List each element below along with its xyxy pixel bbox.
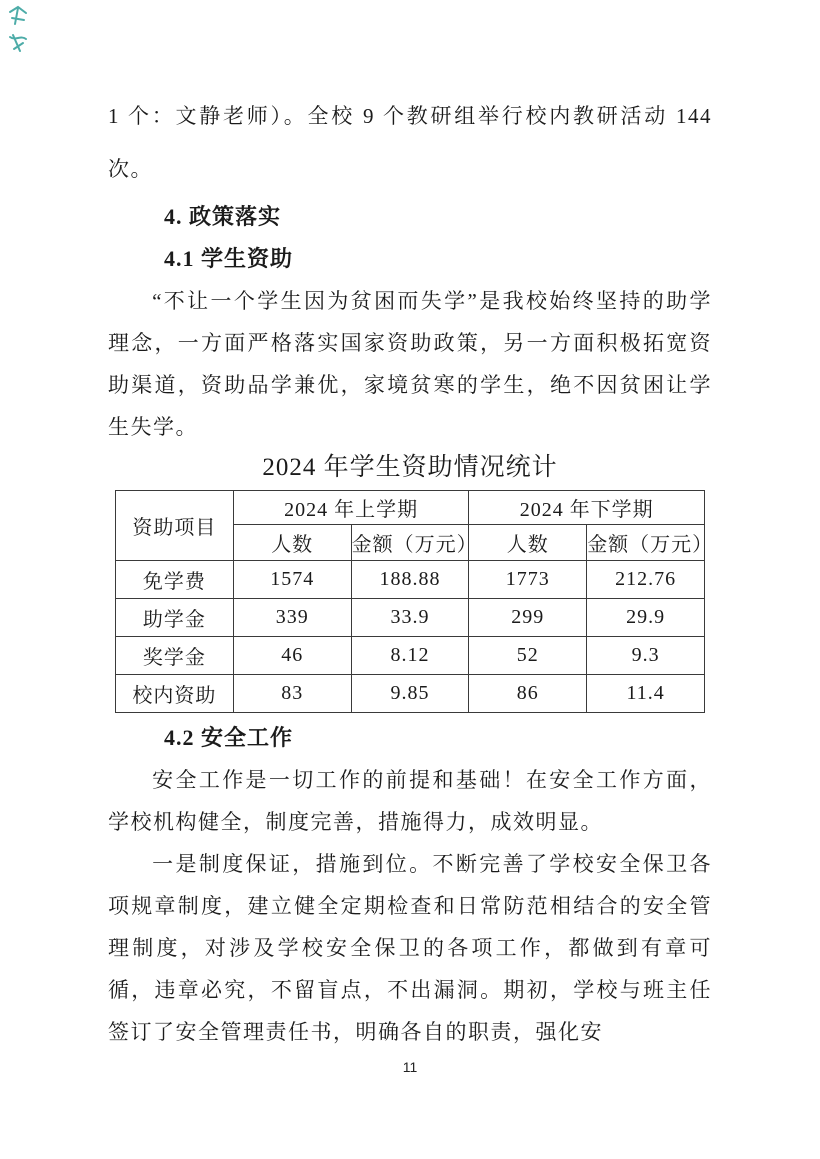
table-row (116, 599, 705, 637)
table-row (116, 675, 705, 713)
table-cell-value: 1773 (469, 561, 587, 599)
table-cell-value: 188.88 (351, 561, 469, 599)
table-header-row-groups (116, 491, 705, 525)
table-cell-value: 52 (469, 637, 587, 675)
table-cell-item: 奖学金 (116, 637, 234, 675)
table-subheader-amount: 金额（万元） (587, 525, 705, 561)
table-cell-value: 11.4 (587, 675, 705, 713)
table-cell-value: 299 (469, 599, 587, 637)
table-cell-value: 86 (469, 675, 587, 713)
table-cell-value: 339 (233, 599, 351, 637)
table-title: 2024 年学生资助情况统计 (262, 454, 558, 481)
table-cell-value: 33.9 (351, 599, 469, 637)
table-row (116, 561, 705, 599)
table-row (116, 637, 705, 675)
table-group-header-first-semester: 2024 年上学期 (233, 491, 469, 525)
table-cell-item: 助学金 (116, 599, 234, 637)
section-heading-safety: 4.2 安全工作 (164, 725, 294, 750)
table-subheader-amount: 金额（万元） (351, 525, 469, 561)
corner-annotation-marks (6, 4, 30, 55)
table-cell-value: 46 (233, 637, 351, 675)
table-subheader-count: 人数 (233, 525, 351, 561)
body-paragraph-safety: 安全工作是一切工作的前提和基础！在安全工作方面，学校机构健全，制度完善，措施得力，成效明显。 (108, 768, 712, 834)
table-cell-value: 29.9 (587, 599, 705, 637)
table-group-header-second-semester: 2024 年下学期 (469, 491, 705, 525)
section-heading-policy: 4. 政策落实 (164, 204, 282, 229)
body-paragraph-funding: “不让一个学生因为贫困而失学”是我校始终坚持的助学理念，一方面严格落实国家资助政策，另一方面积极拓宽资助渠道，资助品学兼优，家境贫寒的学生，绝不因贫困让学生失学。 (108, 289, 712, 439)
table-cell-value: 9.85 (351, 675, 469, 713)
page-number: 11 (402, 1059, 418, 1075)
table-cell-item: 免学费 (116, 561, 234, 599)
annotation-scribble-icon (6, 4, 30, 28)
annotation-scribble-icon (6, 31, 30, 55)
table-subheader-count: 人数 (469, 525, 587, 561)
table-cell-value: 212.76 (587, 561, 705, 599)
body-paragraph-measures: 一是制度保证，措施到位。不断完善了学校安全保卫各项规章制度，建立健全定期检查和日常防范相结合的安全管理制度，对涉及学校安全保卫的各项工作，都做到有章可循，违章必究，不留盲点，不出漏洞。期初，学校与班主任签订了安全管理责任书，明确各自的职责，强化安 (108, 852, 712, 1044)
table-cell-value: 1574 (233, 561, 351, 599)
table-cell-value: 8.12 (351, 637, 469, 675)
table-corner-header: 资助项目 (116, 491, 234, 561)
table-cell-item: 校内资助 (116, 675, 234, 713)
table-cell-value: 9.3 (587, 637, 705, 675)
section-heading-student-aid: 4.1 学生资助 (164, 246, 294, 271)
table-cell-value: 83 (233, 675, 351, 713)
body-paragraph-continued: 1 个：文静老师）。全校 9 个教研组举行校内教研活动 144 次。 (108, 104, 712, 181)
student-aid-table (115, 490, 714, 713)
